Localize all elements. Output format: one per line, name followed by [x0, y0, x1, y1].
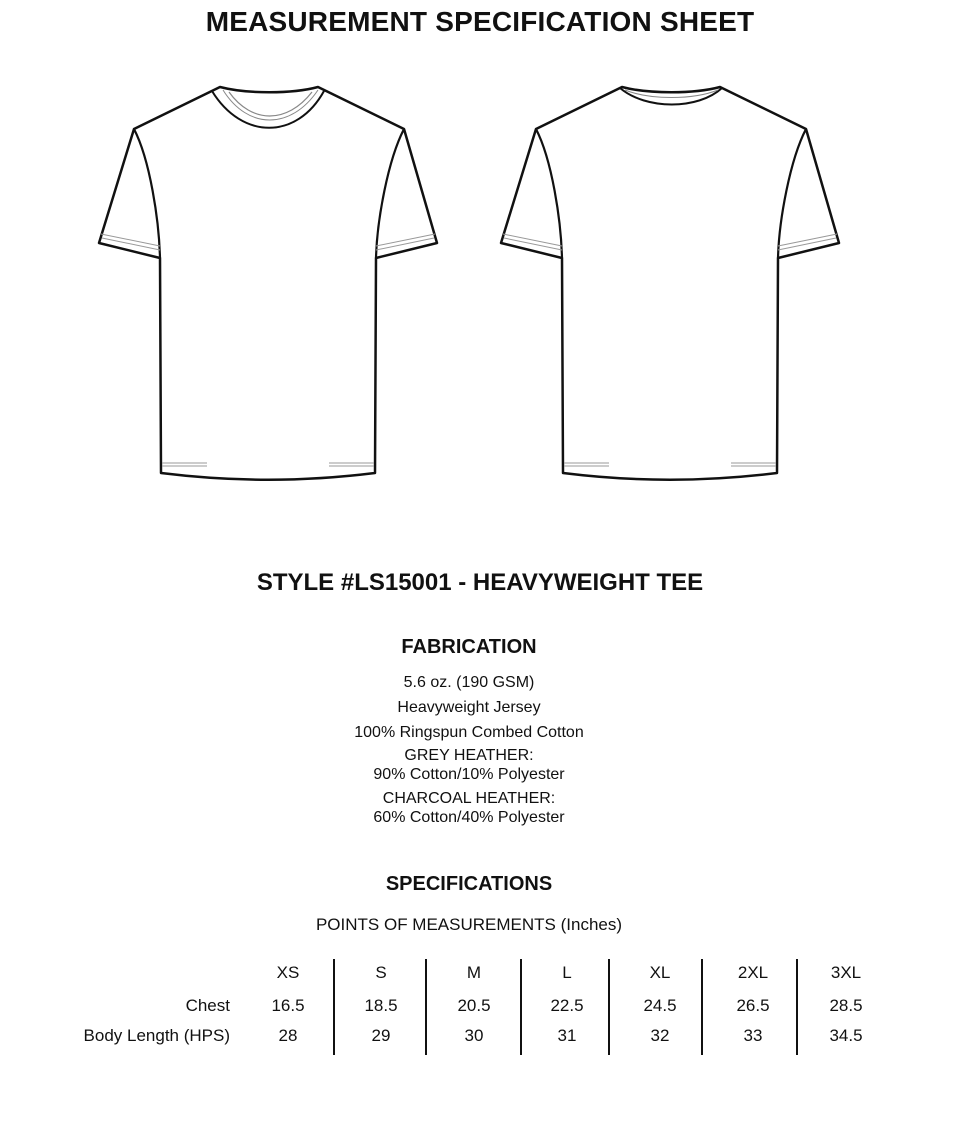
- column-divider: [333, 959, 335, 1055]
- fabrication-grey-label: GREY HEATHER:: [404, 747, 534, 764]
- specifications-heading: SPECIFICATIONS: [385, 873, 553, 895]
- fabrication-charcoal-blend: 60% Cotton/40% Polyester: [373, 809, 565, 826]
- fabrication-fiber: 100% Ringspun Combed Cotton: [354, 724, 584, 741]
- column-divider: [608, 959, 610, 1055]
- column-divider: [796, 959, 798, 1055]
- size-header-3xl: 3XL: [830, 963, 862, 982]
- size-header-l: L: [562, 963, 572, 982]
- fabrication-heading: FABRICATION: [401, 636, 537, 658]
- column-divider: [701, 959, 703, 1055]
- size-header-xl: XL: [649, 963, 671, 982]
- sheet-title: MEASUREMENT SPECIFICATION SHEET: [205, 6, 755, 37]
- measurements-caption: POINTS OF MEASUREMENTS (Inches): [315, 915, 623, 934]
- fabrication-weight: 5.6 oz. (190 GSM): [403, 674, 535, 691]
- body-length-l: 31: [557, 1026, 577, 1045]
- size-header-m: M: [466, 963, 482, 982]
- tee-front-icon: [92, 80, 444, 490]
- column-divider: [425, 959, 427, 1055]
- body-length-3xl: 34.5: [829, 1026, 863, 1045]
- fabrication-grey-blend: 90% Cotton/10% Polyester: [373, 766, 565, 783]
- chest-l: 22.5: [550, 996, 584, 1015]
- column-divider: [520, 959, 522, 1055]
- size-header-2xl: 2XL: [737, 963, 769, 982]
- body-length-m: 30: [464, 1026, 484, 1045]
- fabrication-charcoal-label: CHARCOAL HEATHER:: [382, 790, 556, 807]
- chest-2xl: 26.5: [736, 996, 770, 1015]
- chest-xs: 16.5: [271, 996, 305, 1015]
- tee-back-icon: [494, 80, 846, 490]
- chest-xl: 24.5: [643, 996, 677, 1015]
- size-header-xs: XS: [276, 963, 300, 982]
- chest-m: 20.5: [457, 996, 491, 1015]
- style-title: STYLE #LS15001 - HEAVYWEIGHT TEE: [256, 569, 704, 596]
- size-header-s: S: [375, 963, 387, 982]
- chest-3xl: 28.5: [829, 996, 863, 1015]
- body-length-s: 29: [371, 1026, 391, 1045]
- body-length-xs: 28: [278, 1026, 298, 1045]
- chest-s: 18.5: [364, 996, 398, 1015]
- row-label-body-length: Body Length (HPS): [83, 1026, 230, 1045]
- row-label-chest: Chest: [185, 996, 230, 1015]
- fabrication-knit: Heavyweight Jersey: [397, 699, 541, 716]
- body-length-2xl: 33: [743, 1026, 763, 1045]
- body-length-xl: 32: [650, 1026, 670, 1045]
